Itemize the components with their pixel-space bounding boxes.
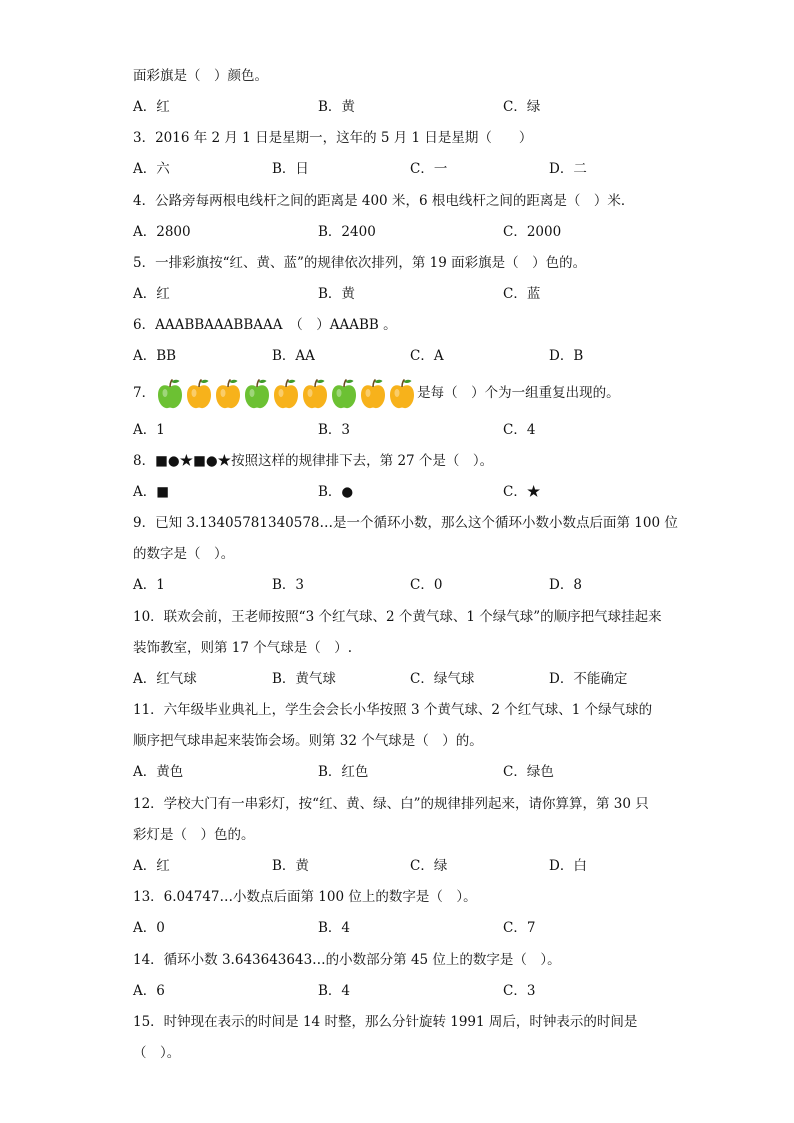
q7-option-c: C．4 [503,422,536,438]
q11-option-a: A．黄色 [133,764,184,780]
q11-text-line2: 顺序把气球串起来装饰会场。则第 32 个气球是（ ）的。 [133,733,483,749]
q9-text-line1: 9．已知 3.13405781340578…是一个循环小数，那么这个循环小数小数点后面第 100 位 [133,515,678,531]
q4-options [133,222,733,242]
q2-option-b: B．黄 [318,99,355,115]
q7-option-b: B．3 [318,422,351,438]
q14-option-c: C．3 [503,983,536,999]
q12-options [133,856,733,876]
q10-options [133,669,733,689]
q6-options [133,346,733,366]
q2-option-a: A．红 [133,99,170,115]
apple-icon-yellow [388,378,416,410]
q13-text: 13．6.04747…小数点后面第 100 位上的数字是（ ）。 [133,889,477,905]
q7-options [133,420,733,440]
q2-text-continued: 面彩旗是（ ）颜色。 [133,68,268,84]
q5-text: 5．一排彩旗按“红、黄、蓝”的规律依次排列，第 19 面彩旗是（ ）色的。 [133,255,587,271]
q4-option-a: A．2800 [133,224,191,240]
q13-options [133,918,733,938]
q11-text-line1: 11．六年级毕业典礼上，学生会会长小华按照 3 个黄气球、2 个红气球、1 个绿气球的 [133,702,653,718]
q10-text-line1: 10．联欢会前，王老师按照“3 个红气球、2 个黄气球、1 个绿气球”的顺序把气球挂起来 [133,609,662,625]
q11-option-b: B．红色 [318,764,369,780]
q6-option-a: A．BB [133,348,177,364]
q13-option-b: B．4 [318,920,351,936]
q7-option-a: A．1 [133,422,165,438]
q8-option-b: B．● [318,484,354,500]
q5-options [133,284,733,304]
q11-options [133,762,733,782]
apple-icon-yellow [272,378,300,410]
q5-option-b: B．黄 [318,286,355,302]
apple-icon-yellow [214,378,242,410]
apple-sequence [156,378,416,410]
q10-text-line2: 装饰教室，则第 17 个气球是（ ）. [133,640,353,656]
q7-text-after: 是每（ ）个为一组重复出现的。 [417,385,620,401]
q9-option-d: D．8 [549,577,582,593]
q12-option-a: A．红 [133,858,170,874]
q8-option-a: A．■ [133,484,170,500]
q10-option-d: D．不能确定 [549,671,628,687]
q9-option-b: B．3 [272,577,305,593]
q12-option-c: C．绿 [410,858,448,874]
q12-text-line1: 12．学校大门有一串彩灯，按“红、黄、绿、白”的规律排列起来，请你算算，第 30 只 [133,796,649,812]
apple-icon-green [243,378,271,410]
q10-option-a: A．红气球 [133,671,197,687]
q14-option-a: A．6 [133,983,165,999]
q10-option-b: B．黄气球 [272,671,336,687]
q14-text: 14．循环小数 3.643643643…的小数部分第 45 位上的数字是（ ）。 [133,952,561,968]
q3-options [133,159,733,179]
q13-option-c: C．7 [503,920,536,936]
q6-option-c: C．A [410,348,444,364]
q12-text-line2: 彩灯是（ ）色的。 [133,827,255,843]
q4-option-b: B．2400 [318,224,376,240]
apple-icon-yellow [301,378,329,410]
apple-icon-yellow [185,378,213,410]
q8-text: 8．■●★■●★按照这样的规律排下去，第 27 个是（ ）。 [133,453,494,469]
q12-option-b: B．黄 [272,858,309,874]
q3-option-d: D．二 [549,161,587,177]
q2-option-c: C．绿 [503,99,541,115]
q10-option-c: C．绿气球 [410,671,475,687]
q9-option-c: C．0 [410,577,443,593]
q2-options [133,97,733,117]
q6-option-b: B．AA [272,348,315,364]
q13-option-a: A．0 [133,920,165,936]
q5-option-a: A．红 [133,286,170,302]
q15-text-line2: （ ）。 [133,1045,181,1061]
q3-option-a: A．六 [133,161,170,177]
apple-icon-green [330,378,358,410]
apple-icon-yellow [359,378,387,410]
q6-option-d: D．B [549,348,584,364]
q6-text: 6．AAABBAAABBAAA （ ）AAABB 。 [133,317,397,333]
q5-option-c: C．蓝 [503,286,541,302]
q14-options [133,981,733,1001]
q3-text: 3．2016 年 2 月 1 日是星期一，这年的 5 月 1 日是星期（ ） [133,130,533,146]
q11-option-c: C．绿色 [503,764,554,780]
q8-option-c: C．★ [503,484,541,500]
apple-icon-green [156,378,184,410]
q4-option-c: C．2000 [503,224,562,240]
q3-option-b: B．日 [272,161,309,177]
q9-option-a: A．1 [133,577,165,593]
q15-text-line1: 15．时钟现在表示的时间是 14 时整，那么分针旋转 1991 周后，时钟表示的时间是 [133,1014,638,1030]
q9-text-line2: 的数字是（ ）。 [133,546,235,562]
q8-options [133,482,733,502]
q12-option-d: D．白 [549,858,587,874]
q3-option-c: C．一 [410,161,448,177]
q7-text [133,376,620,410]
q9-options [133,575,733,595]
q4-text: 4．公路旁每两根电线杆之间的距离是 400 米，6 根电线杆之间的距离是（ ）米． [133,193,635,209]
q14-option-b: B．4 [318,983,351,999]
q7-number: 7． [133,385,156,401]
